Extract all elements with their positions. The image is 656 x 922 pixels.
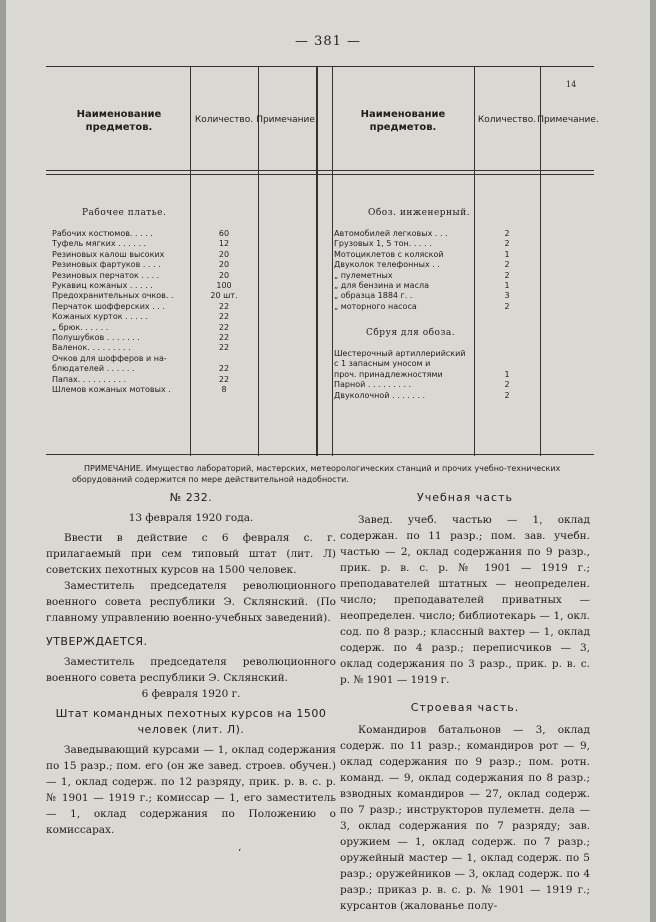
order-paragraph-1: Ввести в действие с 6 февраля с. г. прилагаемый при сем типовый штат (лит. Л) советских пехотных курсов на 1500 человек. <box>46 532 336 576</box>
drill-paragraph: Командиров батальонов — 3, оклад содерж. по 11 разр.; командиров рот — 9, оклад содержания по 9 разр.; пом. ротн. команд. — 9, оклад содержания по 8 разр.; взводных командиров — 27, оклад содерж. по 7 разр.; инструкторов пулеметн. дела — 3, оклад содержания по 7 разряду; зав. оружием — 1, оклад содерж. по 7 разр.; оружейный мастер — 1, оклад содерж. по 5 разр.; оружейников — 3, оклад содерж. по 4 разр.; приказ р. в. с. р. № 1901 — 1919 г.; курсантов (жалованье полу- <box>340 724 590 912</box>
table-bottom-rule <box>46 454 594 455</box>
page-number: — 381 — <box>294 34 362 49</box>
row-item-name: Очков для шофферов и на- <box>52 353 167 363</box>
row-item-qty: 20 <box>218 270 230 280</box>
row-item-qty: 22 <box>218 343 230 353</box>
table-row <box>52 239 256 249</box>
row-item-name: Валенок. . . . . . . . . <box>52 343 131 353</box>
table-row <box>334 250 538 260</box>
table-row <box>52 281 256 291</box>
row-item-qty: 2 <box>504 270 510 280</box>
order-number: № 232. <box>169 491 213 504</box>
document-page <box>6 0 650 922</box>
table-footnote <box>72 463 594 485</box>
row-item-qty: 1 <box>504 249 510 259</box>
right-name-divider <box>332 66 333 456</box>
table-row <box>52 250 256 260</box>
order-paragraph-2: Заместитель председателя революционного военного совета республики Э. Склянский. (По главному управлению военно-учебных заведений). <box>46 580 336 624</box>
row-item-name: Перчаток шофферских . . . <box>52 301 165 311</box>
row-item-qty: 2 <box>504 260 510 270</box>
row-item-name: Парной . . . . . . . . . <box>334 380 412 390</box>
table-row <box>52 354 256 364</box>
right-text-column <box>340 490 590 914</box>
right-header-name: Наименование предметов. <box>360 109 446 133</box>
approval-signature: Заместитель председателя революционного военного совета республики Э. Склянский. <box>46 656 336 684</box>
row-item-qty: 60 <box>218 229 230 238</box>
inventory-tables <box>46 66 599 456</box>
table-row <box>52 385 256 395</box>
row-item-qty: 1 <box>504 281 510 290</box>
table-row <box>334 239 538 249</box>
table-row <box>52 312 256 322</box>
row-item-name: Шестерочный артиллерийский <box>334 349 466 358</box>
table-footnote-line-2: оборудований содержится по мере действительной надобности. <box>72 475 349 484</box>
staff-title: Штат командных пехотных курсов на 1500 человек (лит. Л). <box>55 707 327 736</box>
table-header-rule-2 <box>46 174 594 175</box>
table-row <box>334 229 538 239</box>
row-item-name: Предохранительных очков. . <box>52 291 174 301</box>
row-item-name: „ для бензина и масла <box>334 281 429 290</box>
table-row <box>52 260 256 270</box>
table-row <box>334 271 538 281</box>
row-item-name: Рукавиц кожаных . . . . . <box>52 281 153 290</box>
corner-page-mark: 14 <box>566 80 577 89</box>
row-item-name: Полушубков . . . . . . . <box>52 333 140 342</box>
table-row <box>52 229 256 239</box>
row-item-qty: 20 шт. <box>210 291 238 301</box>
table-row <box>52 323 256 333</box>
row-item-name: проч. принадлежностями <box>334 369 443 379</box>
row-item-qty: 22 <box>218 333 230 342</box>
row-item-qty: 22 <box>218 374 230 384</box>
right-section-title: Обоз. инженерный. <box>368 208 471 218</box>
row-item-name: Грузовых 1, 5 тон. . . . . <box>334 239 432 249</box>
row-item-qty: 2 <box>504 380 510 390</box>
row-item-name: „ моторного насоса <box>334 301 417 311</box>
row-item-qty: 8 <box>221 385 227 394</box>
section-heading-drill: Строевая часть. <box>410 701 520 714</box>
row-item-name: Резиновых фартуков . . . . <box>52 260 161 270</box>
row-item-name: Рабочих костюмов. . . . . <box>52 229 153 238</box>
table-row <box>52 271 256 281</box>
row-item-qty: 2 <box>504 301 510 311</box>
table-row <box>334 302 538 312</box>
left-header-name: Наименование предметов. <box>76 109 162 133</box>
row-item-qty: 22 <box>218 364 230 374</box>
table-row <box>334 291 538 301</box>
row-item-qty: 100 <box>216 281 232 290</box>
table-row <box>52 343 256 353</box>
stray-ink-mark: ‘ <box>238 848 242 859</box>
table-row <box>334 391 538 401</box>
row-item-name: Кожаных курток . . . . . <box>52 312 148 322</box>
row-item-qty: 22 <box>218 312 230 322</box>
row-item-name: Резиновых перчаток . . . . <box>52 270 160 280</box>
left-header-note: Примечание. <box>256 115 318 126</box>
table-row <box>334 359 538 369</box>
table-row <box>52 291 256 301</box>
row-item-name: Резиновых калош высоких <box>52 249 165 259</box>
row-item-qty: 1 <box>504 369 510 379</box>
approval-heading: УТВЕРЖДАЕТСЯ. <box>46 635 148 648</box>
row-item-qty: 2 <box>504 390 510 400</box>
row-item-name: блюдателей . . . . . . <box>52 364 135 374</box>
table-top-rule <box>46 66 594 67</box>
row-item-qty: 2 <box>504 239 510 249</box>
row-item-name: Папах. . . . . . . . . . <box>52 374 127 384</box>
right-header-note: Примечание. <box>537 115 599 126</box>
row-item-name: Двуколок телефонных . . <box>334 260 440 270</box>
row-item-name: „ брюк. . . . . . <box>52 322 109 332</box>
row-item-name: с 1 запасным уносом и <box>334 359 431 369</box>
row-item-name: Двуколочной . . . . . . . <box>334 390 426 400</box>
row-item-name: Автомобилей легковых . . . <box>334 229 448 238</box>
left-section-title: Рабочее платье. <box>82 208 167 218</box>
left-header-qty: Количество. <box>194 115 254 126</box>
row-item-qty: 12 <box>218 239 230 249</box>
table-row <box>52 302 256 312</box>
row-item-name: Мотоциклетов с коляской <box>334 249 444 259</box>
row-item-name: Туфель мягких . . . . . . <box>52 239 147 249</box>
staff-paragraph: Заведывающий курсами — 1, оклад содержания по 15 разр.; пом. его (он же завед. строев. обучен.) — 1, оклад содерж. по 12 разряду, прик. р. в. с. р. № 1901 — 1919 г.; комиссар — 1, его заместитель — 1, оклад содержания по Положению о комиссарах. <box>46 744 336 836</box>
table-row <box>334 281 538 291</box>
table-header-rule <box>46 170 594 171</box>
approval-date: 6 февраля 1920 г. <box>141 688 241 700</box>
row-item-name: „ пулеметных <box>334 270 393 280</box>
table-row <box>334 349 538 359</box>
row-item-qty: 3 <box>504 291 510 301</box>
table-row <box>52 364 256 374</box>
row-item-qty: 22 <box>218 322 230 332</box>
order-date: 13 февраля 1920 года. <box>128 512 254 524</box>
academic-paragraph: Завед. учеб. частью — 1, оклад содержан. по 11 разр.; пом. зав. учебн. частью — 2, оклад содержания по 9 разр., прик. р. в. с. р. № 1901 — 1919 г.; преподавателей штатных — неопределен. число; преподавателей приватных — неопределен. число; библиотекарь — 1, окл. сод. по 8 разр.; классный вахтер — 1, оклад содерж. по 4 разр.; переписчиков — 3, оклад содержания по 3 разр., прик. р. в. с. р. № 1901 — 1919 г. <box>340 514 590 686</box>
table-footnote-line-1: ПРИМЕЧАНИЕ. Имущество лабораторий, мастерских, метеорологических станций и прочих учебно-технических <box>84 464 561 473</box>
row-item-qty: 20 <box>218 260 230 270</box>
row-item-qty: 22 <box>218 301 230 311</box>
row-item-name: Шлемов кожаных мотовых . <box>52 385 171 394</box>
row-item-qty: 20 <box>218 249 230 259</box>
table-row <box>52 333 256 343</box>
table-row <box>334 260 538 270</box>
table-row <box>334 370 538 380</box>
right-header-qty: Количество. <box>477 115 537 126</box>
section-heading-academic: Учебная часть <box>417 491 513 504</box>
right-section-title-2: Сбруя для обоза. <box>366 328 456 338</box>
left-text-column <box>46 490 336 838</box>
table-row <box>334 380 538 390</box>
table-row <box>52 375 256 385</box>
row-item-qty: 2 <box>504 229 510 238</box>
row-item-name: „ образца 1884 г. . <box>334 291 413 301</box>
